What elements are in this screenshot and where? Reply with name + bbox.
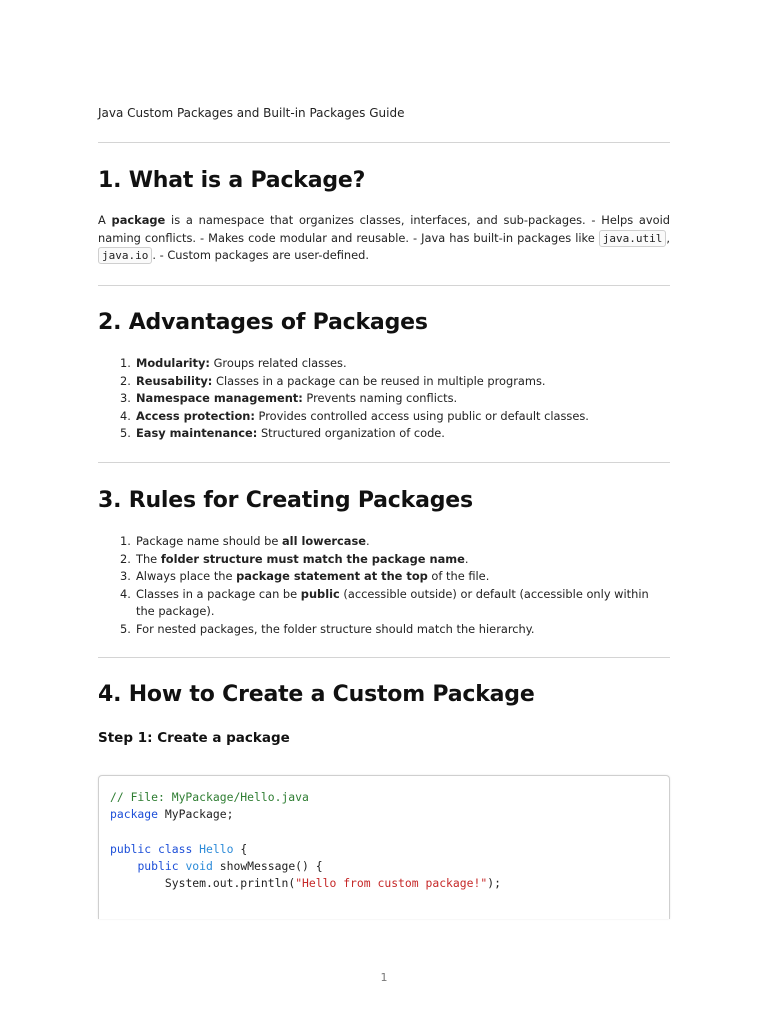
section-heading-what-is-package: 1. What is a Package? — [98, 168, 366, 193]
list-number: 1. — [120, 534, 131, 548]
section-heading-advantages: 2. Advantages of Packages — [98, 310, 428, 335]
list-item — [120, 568, 670, 586]
list-item — [120, 621, 670, 639]
list-text: of the file. — [427, 569, 490, 583]
bold-term: all lowercase — [281, 534, 366, 548]
divider — [98, 142, 670, 143]
list-text: The — [136, 551, 161, 566]
list-text: Provides controlled access using public or default classes. — [254, 408, 589, 423]
list-item — [120, 533, 670, 551]
section-heading-create-custom-package: 4. How to Create a Custom Package — [98, 682, 535, 707]
bold-term: Access protection: — [136, 408, 255, 423]
divider — [98, 285, 670, 286]
code-keyword: package — [110, 807, 159, 822]
bold-term: public — [300, 586, 340, 601]
code-text: MyPackage; — [158, 807, 234, 822]
code-keyword: public — [110, 841, 152, 856]
inline-code: java.io — [98, 247, 152, 264]
document-title: Java Custom Packages and Built-in Packages Guide — [98, 106, 405, 120]
code-keyword: class — [158, 841, 193, 856]
text-run: A — [98, 213, 112, 227]
divider — [98, 462, 670, 463]
section-paragraph — [98, 212, 670, 265]
text-run: is a namespace that organizes classes, interfaces, and sub-packages. - Helps avoid naming conflicts. - Makes code modular and reusable. - Java has built-in packages like — [98, 213, 670, 245]
list-item — [120, 425, 670, 443]
divider — [98, 657, 670, 658]
list-item — [120, 390, 670, 408]
code-text: System.out.println( — [164, 876, 296, 891]
list-number: 5. — [120, 621, 131, 636]
code-text: { — [233, 841, 248, 856]
bold-term: folder structure must match the package name — [160, 551, 465, 566]
list-text: Prevents naming conflicts. — [302, 391, 458, 405]
code-keyword: public — [137, 859, 179, 874]
list-text: Package name should be — [136, 534, 282, 548]
bold-term: Namespace management: — [136, 391, 303, 405]
code-class-name: Hello — [199, 841, 234, 856]
list-number: 2. — [120, 551, 131, 566]
list-item — [120, 408, 670, 426]
list-number: 4. — [120, 586, 131, 601]
bold-term: package statement at the top — [236, 569, 428, 583]
page-number: 1 — [380, 971, 388, 984]
list-number: 2. — [120, 373, 131, 388]
list-number: 1. — [120, 356, 131, 370]
code-comment: // File: MyPackage/Hello.java — [110, 790, 309, 804]
text-run: . - Custom packages are user-defined. — [152, 248, 369, 262]
list-item — [120, 586, 670, 621]
code-string: "Hello from custom package!" — [295, 876, 488, 891]
rules-list — [98, 533, 670, 638]
step-heading: Step 1: Create a package — [98, 730, 290, 746]
bold-term: package — [111, 213, 166, 227]
list-text: Structured organization of code. — [257, 426, 445, 440]
list-item — [120, 373, 670, 391]
list-item — [120, 551, 670, 569]
code-keyword: void — [185, 859, 213, 874]
list-text: For nested packages, the folder structure should match the hierarchy. — [136, 621, 535, 636]
list-text: Classes in a package can be reused in multiple programs. — [212, 373, 546, 388]
list-text: (accessible outside) or default (accessible only within the package). — [136, 586, 649, 618]
code-block — [98, 775, 670, 919]
list-text: . — [464, 551, 469, 566]
advantages-list — [98, 355, 670, 443]
list-text: Always place the — [136, 569, 237, 583]
list-number: 4. — [120, 408, 131, 423]
list-number: 3. — [120, 569, 131, 583]
list-number: 5. — [120, 426, 131, 440]
inline-code: java.util — [599, 230, 667, 247]
list-number: 3. — [120, 391, 131, 405]
code-content — [99, 776, 669, 893]
list-item — [120, 355, 670, 373]
list-text: . — [366, 534, 370, 548]
text-run: , — [666, 230, 670, 245]
section-heading-rules: 3. Rules for Creating Packages — [98, 488, 473, 513]
code-text: ); — [487, 876, 501, 891]
code-text: showMessage() { — [212, 859, 323, 874]
list-text: Groups related classes. — [209, 356, 347, 370]
bold-term: Easy maintenance: — [136, 426, 258, 440]
list-text: Classes in a package can be — [136, 586, 301, 601]
bold-term: Reusability: — [136, 373, 213, 388]
bold-term: Modularity: — [136, 356, 210, 370]
